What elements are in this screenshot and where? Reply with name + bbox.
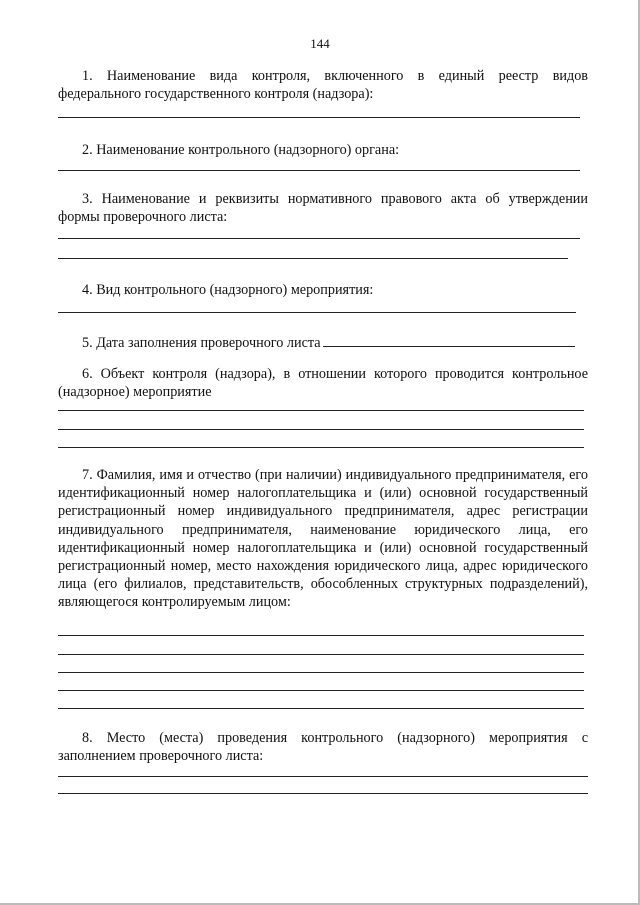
fill-line	[58, 447, 584, 448]
item-6-text: 6. Объект контроля (надзора), в отношении которого проводится контрольное (надзорное) мероприятие	[58, 366, 588, 401]
fill-line	[58, 690, 584, 691]
fill-line	[58, 258, 568, 259]
fill-line	[58, 654, 584, 655]
fill-line	[58, 312, 576, 313]
item-2-text: 2. Наименование контрольного (надзорного) органа:	[82, 142, 400, 158]
fill-line	[58, 429, 584, 430]
fill-line	[58, 117, 580, 118]
item-7-text: 7. Фамилия, имя и отчество (при наличии) индивидуального предпринимателя, его идентификационный номер налогоплательщика и (или) основной государственный регистрационный номер индивидуального предпринимателя, адрес регистрации индивидуального предпринимателя, наименование юридического лица, его идентификационный номер налогоплательщика и (или) основной государственный регистрационный номер, место нахождения юридического лица, адрес юридического лица (его филиалов, представительств, обособленных структурных подразделений), являющегося контролируемым лицом:	[58, 467, 588, 611]
fill-line	[58, 708, 584, 709]
fill-line	[58, 170, 580, 171]
item-5-row	[58, 333, 588, 352]
item-3-text: 3. Наименование и реквизиты нормативного правового акта об утверждении формы проверочного листа:	[58, 191, 588, 226]
date-fill-line	[323, 333, 575, 347]
fill-line	[58, 238, 580, 239]
item-5-text: 5. Дата заполнения проверочного листа	[82, 335, 321, 351]
fill-line	[58, 672, 584, 673]
item-8-text: 8. Место (места) проведения контрольного (надзорного) мероприятия с заполнением проверочного листа:	[58, 730, 588, 765]
fill-line	[58, 776, 588, 777]
item-1-text: 1. Наименование вида контроля, включенного в единый реестр видов федерального государственного контроля (надзора):	[58, 68, 588, 103]
fill-line	[58, 410, 584, 411]
page-number: 144	[310, 36, 330, 51]
fill-line	[58, 635, 584, 636]
fill-line	[58, 793, 588, 794]
item-4-text: 4. Вид контрольного (надзорного) мероприятия:	[82, 282, 374, 298]
